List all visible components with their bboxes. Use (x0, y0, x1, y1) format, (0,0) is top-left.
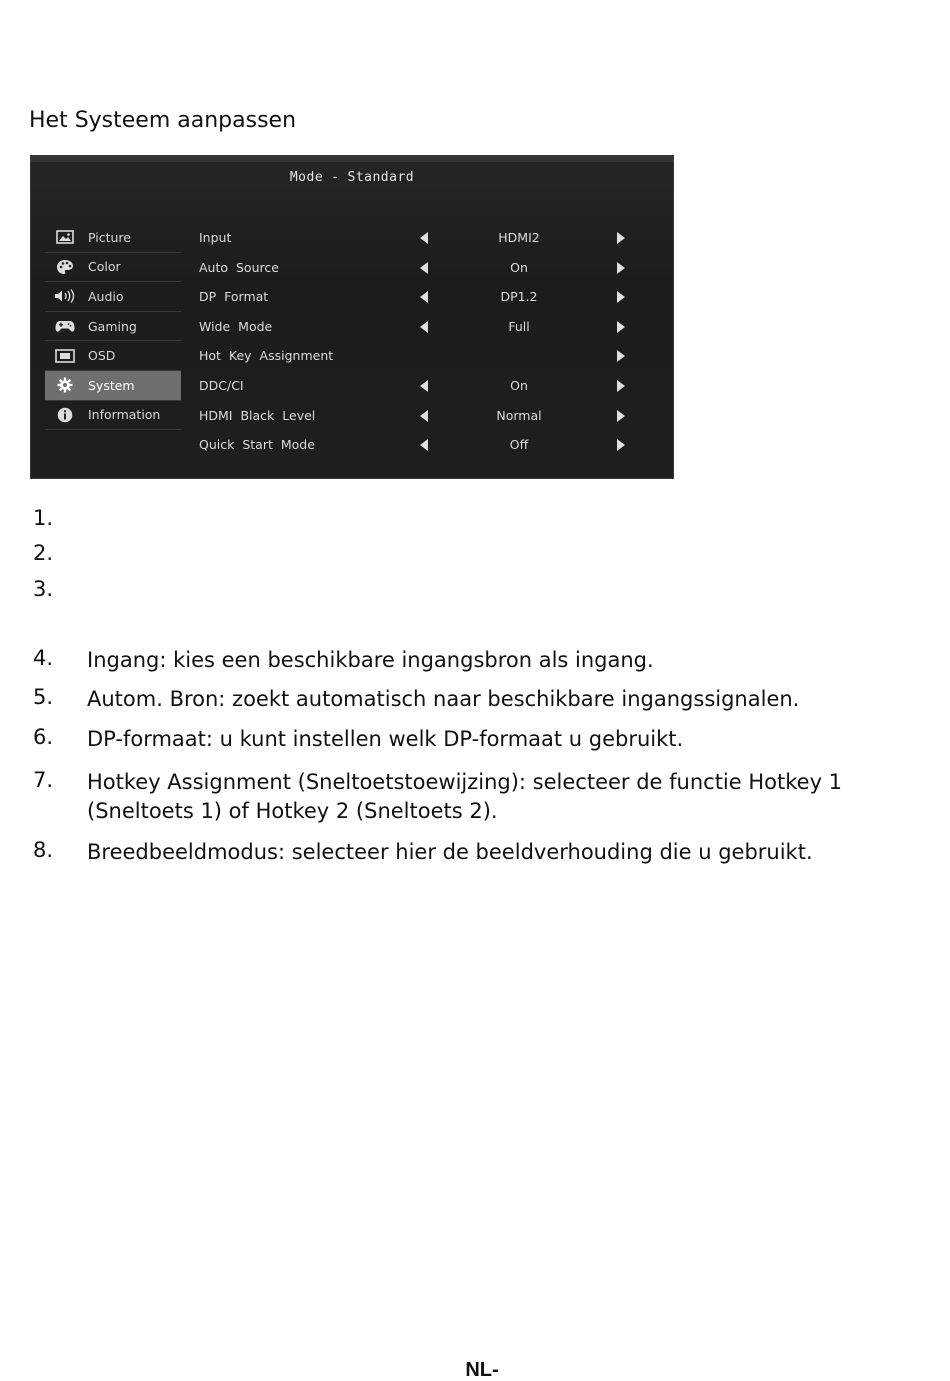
sidebar-item-label: Audio (88, 288, 124, 304)
arrow-left-icon[interactable] (420, 410, 428, 422)
sidebar-item-label: OSD (88, 348, 116, 364)
mode-label: Mode (289, 170, 324, 185)
section-heading: Het Systeem aanpassen (29, 108, 297, 133)
speaker-icon (52, 289, 78, 303)
arrow-right-icon[interactable] (617, 410, 625, 422)
osd-bezel-edge (31, 156, 673, 162)
arrow-right-icon[interactable] (617, 321, 625, 333)
list-text: Autom. Bron: zoekt automatisch naar beschikbare ingangssignalen. (87, 687, 800, 711)
mode-separator: - (331, 170, 340, 185)
gear-icon (52, 377, 78, 393)
arrow-left-icon[interactable] (420, 380, 428, 392)
arrow-right-icon[interactable] (617, 262, 625, 274)
list-number: 8. (33, 838, 54, 862)
sidebar-item-label: System (88, 377, 135, 393)
gamepad-icon (52, 319, 78, 333)
list-number: 1. (33, 506, 54, 530)
list-number: 7. (33, 768, 54, 792)
setting-row-wide-mode[interactable] (199, 312, 639, 342)
setting-label: Input (199, 230, 232, 245)
setting-row-quick-start-mode[interactable] (199, 430, 639, 460)
arrow-right-icon[interactable] (617, 350, 625, 362)
list-number: 3. (33, 577, 54, 601)
setting-value: HDMI2 (498, 230, 540, 245)
list-number: 6. (33, 725, 54, 749)
osd-mode-title (31, 170, 673, 185)
setting-label: HDMI Black Level (199, 407, 316, 423)
setting-value: Normal (496, 407, 542, 423)
arrow-left-icon[interactable] (420, 439, 428, 451)
setting-row-dp-format[interactable] (199, 282, 639, 312)
setting-value: On (510, 377, 528, 393)
osd-icon (52, 349, 78, 363)
list-number: 5. (33, 685, 54, 709)
osd-sidebar (45, 223, 181, 430)
arrow-right-icon[interactable] (617, 439, 625, 451)
setting-row-input[interactable] (199, 223, 639, 253)
picture-icon (52, 230, 78, 244)
setting-row-auto-source[interactable] (199, 253, 639, 283)
arrow-right-icon[interactable] (617, 291, 625, 303)
setting-row-hdmi-black-level[interactable] (199, 401, 639, 431)
sidebar-item-label: Picture (88, 229, 131, 245)
list-number: 4. (33, 646, 54, 670)
setting-value: Off (509, 437, 529, 453)
setting-row-ddc-ci[interactable] (199, 371, 639, 401)
sidebar-item-label: Color (88, 259, 121, 275)
sidebar-item-system[interactable] (45, 371, 181, 401)
info-icon (52, 407, 78, 423)
setting-value: Full (508, 318, 530, 334)
page-footer: NL- (465, 1359, 499, 1381)
arrow-left-icon[interactable] (420, 232, 428, 244)
setting-label: Quick Start Mode (199, 437, 315, 453)
setting-label: Wide Mode (199, 318, 273, 334)
setting-label: Auto Source (199, 259, 279, 275)
list-text: Ingang: kies een beschikbare ingangsbron als ingang. (87, 648, 654, 672)
arrow-right-icon[interactable] (617, 380, 625, 392)
list-text: DP-formaat: u kunt instellen welk DP-formaat u gebruikt. (87, 727, 684, 751)
sidebar-item-gaming[interactable] (45, 312, 181, 342)
sidebar-item-audio[interactable] (45, 282, 181, 312)
osd-menu-screenshot (30, 155, 674, 479)
arrow-right-icon[interactable] (617, 232, 625, 244)
setting-value: On (510, 259, 528, 275)
sidebar-item-osd[interactable] (45, 341, 181, 371)
list-text: Hotkey Assignment (Sneltoetstoewijzing): selecteer de functie Hotkey 1 (Sneltoets 1) of Hotkey 2 (Sneltoets 2). (87, 770, 843, 823)
sidebar-item-label: Gaming (88, 318, 137, 334)
setting-label: DDC/CI (199, 377, 244, 393)
arrow-left-icon[interactable] (420, 321, 428, 333)
setting-label: Hot Key Assignment (199, 348, 334, 364)
setting-value: DP1.2 (500, 289, 538, 305)
sidebar-item-color[interactable] (45, 253, 181, 283)
mode-value: Standard (347, 170, 415, 185)
osd-settings-list (199, 223, 639, 460)
setting-label: DP Format (199, 289, 269, 305)
list-text: Breedbeeldmodus: selecteer hier de beeldverhouding die u gebruikt. (87, 840, 813, 864)
arrow-left-icon[interactable] (420, 262, 428, 274)
sidebar-item-label: Information (88, 407, 161, 423)
sidebar-item-picture[interactable] (45, 223, 181, 253)
setting-row-hot-key-assignment[interactable] (199, 341, 639, 371)
arrow-left-icon[interactable] (420, 291, 428, 303)
palette-icon (52, 259, 78, 275)
sidebar-item-information[interactable] (45, 401, 181, 431)
list-number: 2. (33, 541, 54, 565)
